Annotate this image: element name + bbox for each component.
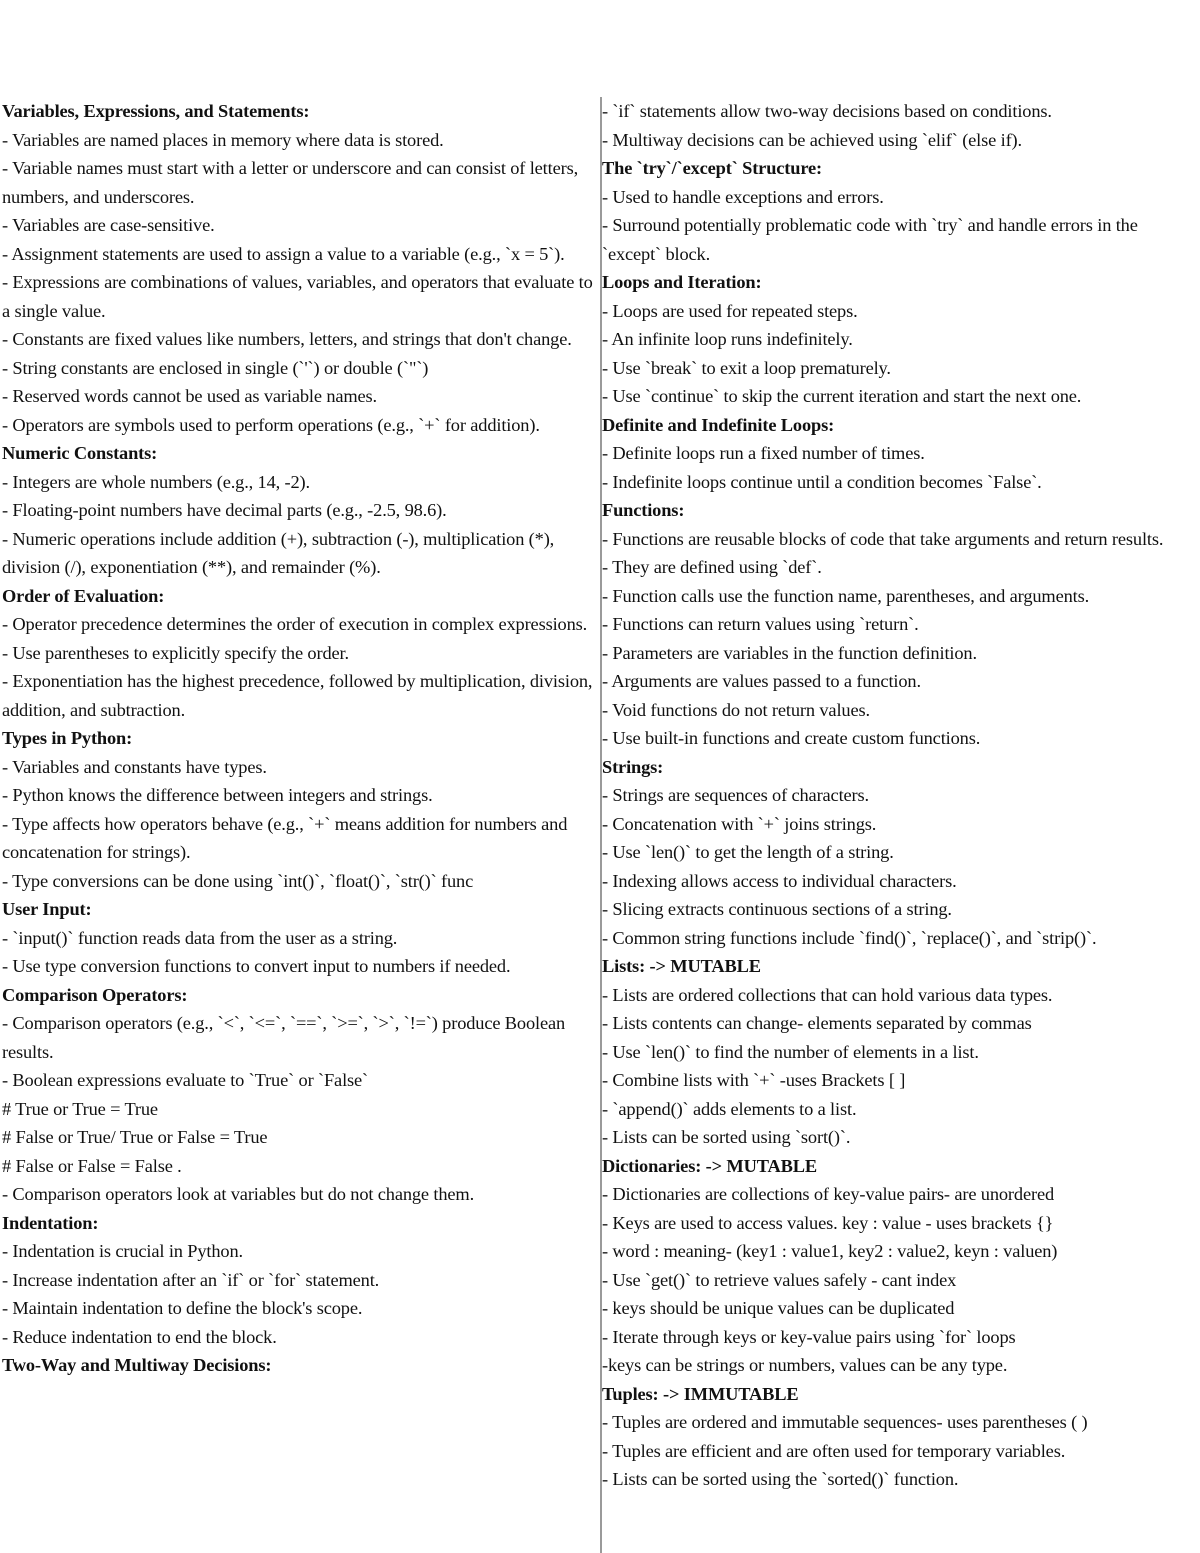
note-line: - Surround potentially problematic code with `try` and handle errors in the `except` block. (602, 215, 1138, 264)
note-line: - Numeric operations include addition (+), subtraction (-), multiplication (*), division (/), exponentiation (**), and remainder (%). (2, 528, 555, 577)
note-line: - Reduce indentation to end the block. (2, 1326, 277, 1347)
note-line: - Indexing allows access to individual characters. (602, 870, 957, 891)
note-line: - Floating-point numbers have decimal parts (e.g., -2.5, 98.6). (2, 500, 447, 520)
note-line: - Functions are reusable blocks of code that take arguments and return results. (602, 528, 1164, 549)
note-line: - Type conversions can be done using `int()`, `float()`, `str()` func (2, 870, 474, 891)
note-line: - Combine lists with `+` -uses Brackets [ ] (602, 1070, 906, 1090)
section-heading-lists-mutable: Lists: -> MUTABLE (602, 956, 761, 976)
note-line: -keys can be strings or numbers, values can be any type. (602, 1355, 1008, 1375)
note-line: - Concatenation with `+` joins strings. (602, 813, 877, 834)
note-line: - Tuples are ordered and immutable sequences- uses parentheses ( ) (602, 1412, 1088, 1432)
note-line: - keys should be unique values can be duplicated (602, 1298, 955, 1318)
note-line: - Lists can be sorted using the `sorted()` function. (602, 1469, 959, 1489)
note-line: - Void functions do not return values. (602, 699, 870, 720)
section-heading-numeric-constants: Numeric Constants: (2, 443, 158, 463)
note-line: - Arguments are values passed to a function. (602, 671, 921, 691)
note-line: - Indefinite loops continue until a condition becomes `False`. (602, 471, 1042, 492)
left-column (2, 97, 598, 1380)
note-line: - Use `get()` to retrieve values safely - cant index (602, 1269, 957, 1290)
note-line: - Indentation is crucial in Python. (2, 1241, 243, 1261)
note-line: - Reserved words cannot be used as variable names. (2, 386, 377, 406)
note-line: - Use built-in functions and create custom functions. (602, 728, 981, 748)
section-heading-dictionaries-mutable: Dictionaries: -> MUTABLE (602, 1155, 817, 1176)
note-line: - Used to handle exceptions and errors. (602, 186, 884, 207)
note-line: - `if` statements allow two-way decisions based on conditions. (602, 101, 1052, 121)
note-line: - word : meaning- (key1 : value1, key2 : value2, keyn : valuen) (602, 1241, 1058, 1261)
note-line: - Use `break` to exit a loop prematurely. (602, 357, 891, 378)
note-line: - Constants are fixed values like numbers, letters, and strings that don't change. (2, 329, 572, 349)
note-line: - Expressions are combinations of values, variables, and operators that evaluate to a single value. (2, 272, 593, 321)
section-heading-loops-and-iteration: Loops and Iteration: (602, 272, 762, 292)
section-heading-types-in-python: Types in Python: (2, 728, 133, 748)
note-line: - Common string functions include `find()`, `replace()`, and `strip()`. (602, 927, 1097, 948)
note-line: - Type affects how operators behave (e.g., `+` means addition for numbers and concatenation for strings). (2, 813, 568, 862)
note-line: - Python knows the difference between integers and strings. (2, 785, 433, 805)
section-heading-the-try-except-structure: The `try`/`except` Structure: (602, 158, 823, 178)
note-line: - Iterate through keys or key-value pairs using `for` loops (602, 1326, 1016, 1347)
note-line: - Use `len()` to get the length of a string. (602, 842, 894, 862)
note-line: - String constants are enclosed in single (`'`) or double (`"`) (2, 357, 429, 378)
note-line: - Use `continue` to skip the current iteration and start the next one. (602, 386, 1082, 406)
note-line: - Functions can return values using `return`. (602, 614, 919, 634)
note-line: - An infinite loop runs indefinitely. (602, 329, 853, 349)
section-heading-variables-expressions-and-statements: Variables, Expressions, and Statements: (2, 101, 310, 121)
note-line: - Integers are whole numbers (e.g., 14, -2). (2, 471, 310, 492)
notes-page (0, 97, 1200, 1553)
note-line: - Slicing extracts continuous sections of a string. (602, 899, 952, 919)
note-line: - Operator precedence determines the order of execution in complex expressions. (2, 614, 588, 634)
note-line: - Boolean expressions evaluate to `True` or `False` (2, 1070, 369, 1090)
note-line: - Variables are named places in memory where data is stored. (2, 129, 444, 150)
note-line: - Assignment statements are used to assign a value to a variable (e.g., `x = 5`). (2, 243, 565, 264)
note-line: - Comparison operators (e.g., `<`, `<=`, `==`, `>=`, `>`, `!=`) produce Boolean results. (2, 1013, 566, 1062)
section-heading-two-way-and-multiway-decisions: Two-Way and Multiway Decisions: (2, 1355, 272, 1375)
section-heading-definite-and-indefinite-loops: Definite and Indefinite Loops: (602, 414, 835, 435)
note-line: - Comparison operators look at variables but do not change them. (2, 1184, 475, 1204)
note-line: - Use `len()` to find the number of elements in a list. (602, 1041, 979, 1062)
right-column (602, 97, 1198, 1494)
note-line: - Variables are case-sensitive. (2, 215, 215, 235)
section-heading-strings: Strings: (602, 756, 664, 777)
note-line: - Increase indentation after an `if` or `for` statement. (2, 1269, 380, 1290)
note-line: - Function calls use the function name, parentheses, and arguments. (602, 585, 1090, 606)
section-heading-order-of-evaluation: Order of Evaluation: (2, 585, 165, 606)
note-line: - They are defined using `def`. (602, 557, 822, 577)
note-line: - Variable names must start with a letter or underscore and can consist of letters, numbers, and underscores. (2, 158, 579, 207)
note-line: - Tuples are efficient and are often used for temporary variables. (602, 1440, 1066, 1461)
section-heading-tuples-immutable: Tuples: -> IMMUTABLE (602, 1383, 799, 1404)
note-line: - Dictionaries are collections of key-value pairs- are unordered (602, 1184, 1054, 1204)
note-line: - Multiway decisions can be achieved using `elif` (else if). (602, 129, 1022, 150)
section-heading-indentation: Indentation: (2, 1212, 99, 1233)
section-heading-user-input: User Input: (2, 899, 92, 919)
note-line: - Use parentheses to explicitly specify the order. (2, 642, 349, 663)
note-line: - Variables and constants have types. (2, 756, 267, 777)
note-line: - Lists contents can change- elements separated by commas (602, 1013, 1032, 1033)
note-line: - Keys are used to access values. key : value - uses brackets {} (602, 1212, 1054, 1233)
note-line: # False or True/ True or False = True (2, 1127, 268, 1147)
note-line: # False or False = False . (2, 1155, 182, 1176)
section-heading-functions: Functions: (602, 500, 685, 520)
note-line: - Use type conversion functions to convert input to numbers if needed. (2, 956, 511, 976)
note-line: - Operators are symbols used to perform operations (e.g., `+` for addition). (2, 414, 540, 435)
note-line: - Definite loops run a fixed number of times. (602, 443, 925, 463)
note-line: - Parameters are variables in the function definition. (602, 642, 977, 663)
note-line: - Maintain indentation to define the block's scope. (2, 1298, 363, 1318)
note-line: - Strings are sequences of characters. (602, 785, 869, 805)
note-line: - Exponentiation has the highest precedence, followed by multiplication, division, addition, and subtraction. (2, 671, 593, 720)
section-heading-comparison-operators: Comparison Operators: (2, 984, 188, 1005)
note-line: - `append()` adds elements to a list. (602, 1098, 857, 1119)
note-line: # True or True = True (2, 1098, 158, 1119)
note-line: - `input()` function reads data from the user as a string. (2, 927, 398, 948)
note-line: - Lists can be sorted using `sort()`. (602, 1127, 851, 1147)
note-line: - Lists are ordered collections that can hold various data types. (602, 984, 1053, 1005)
note-line: - Loops are used for repeated steps. (602, 300, 858, 321)
